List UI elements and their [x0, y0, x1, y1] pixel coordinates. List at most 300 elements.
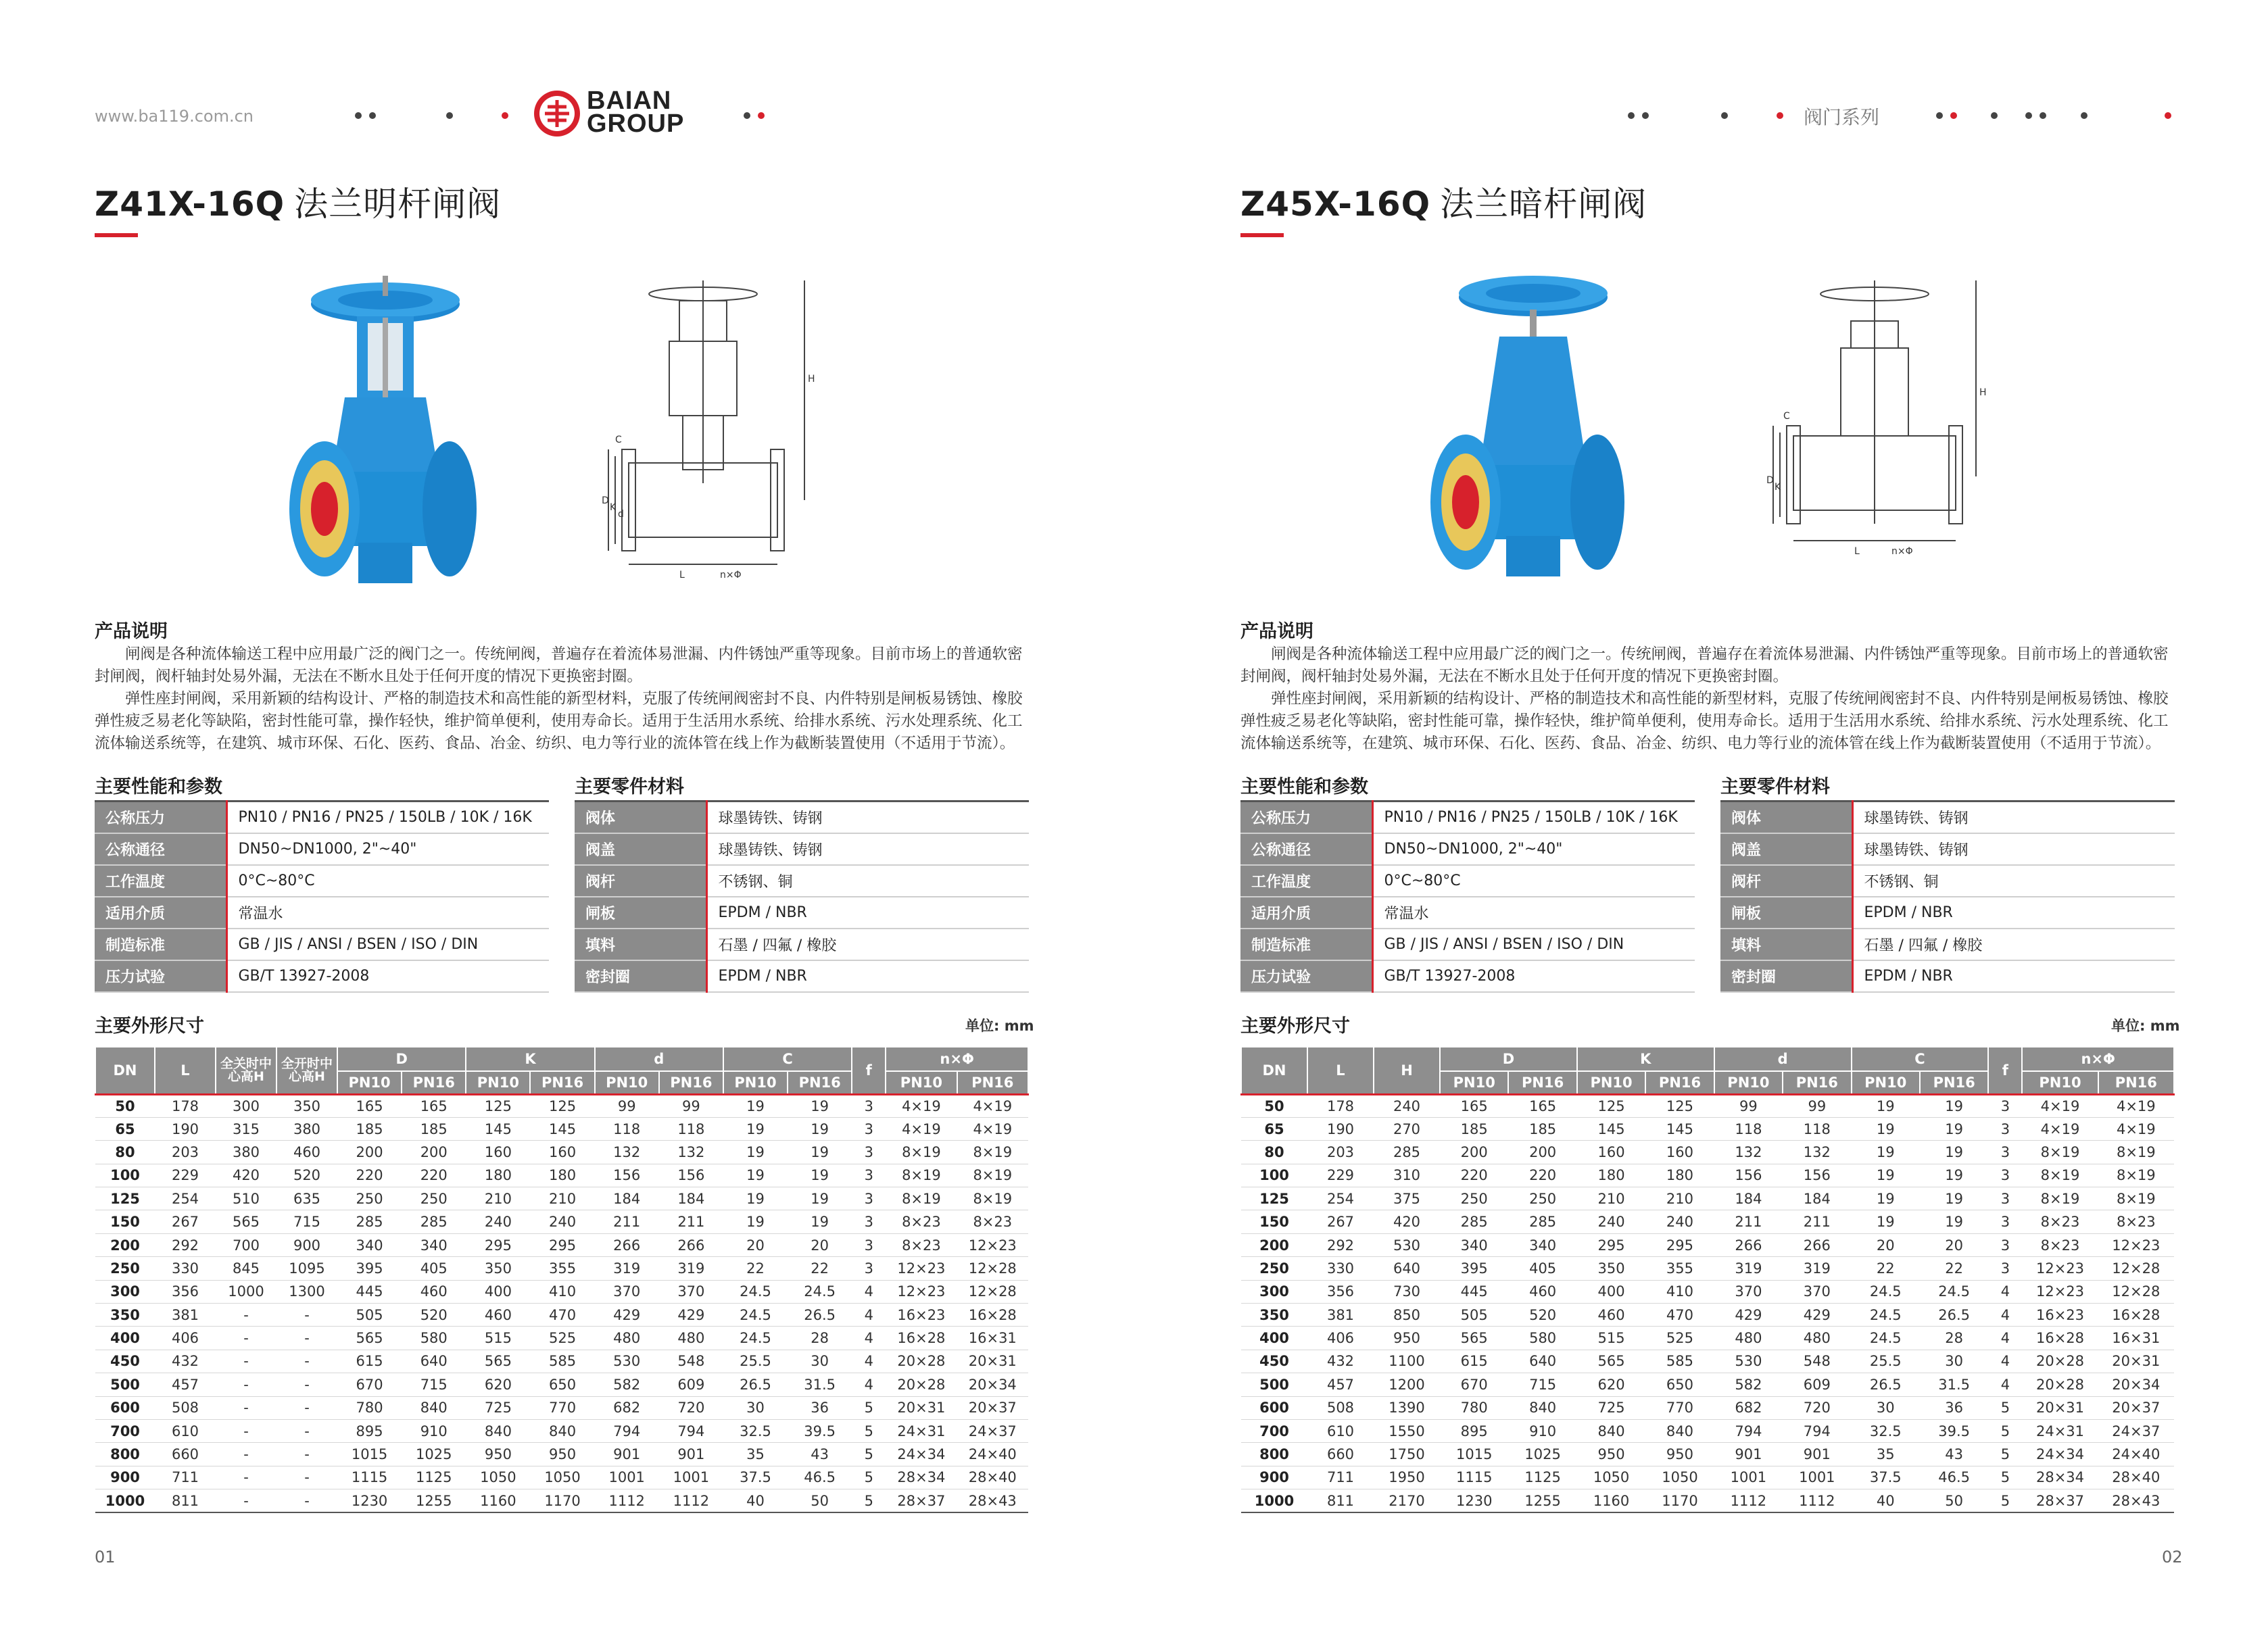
table-cell: 840: [466, 1419, 530, 1442]
table-cell: 3: [852, 1141, 886, 1164]
description-paragraph-2: 弹性座封闸阀，采用新颖的结构设计、严格的制造技术和高性能的新型材料，克服了传统闸阀密封不良、内件特别是闸板易锈蚀、橡胶弹性疲乏易老化等缺陷，密封性能可靠，操作轻快，维护简单便利，使用寿命长。适用于生活用水系统、给排水系统、污水处理系统、化工流体输送系统等，在建筑、城市环保、石化、医药、食品、冶金、纺织、电力等行业的流体管在线上作为截断装置使用（不适用于节流）。: [1240, 690, 2169, 752]
table-cell: 8×23: [886, 1210, 957, 1233]
table-cell: 370: [595, 1280, 659, 1303]
right-page: [1134, 0, 2268, 1628]
table-cell: 1050: [466, 1466, 530, 1489]
table-cell: 950: [466, 1443, 530, 1466]
table-cell: 145: [466, 1117, 530, 1140]
table-row: [1241, 1373, 2174, 1396]
logo-text-group: GROUP: [587, 109, 685, 138]
table-cell: 1125: [402, 1466, 466, 1489]
table-cell: 118: [595, 1117, 659, 1140]
table-cell: -: [216, 1489, 276, 1512]
table-cell: 582: [595, 1373, 659, 1396]
table-cell: 178: [155, 1094, 216, 1117]
table-cell: 125: [1577, 1094, 1645, 1117]
table-cell: 585: [530, 1350, 594, 1373]
table-cell: 682: [595, 1396, 659, 1419]
table-cell: 295: [530, 1233, 594, 1256]
table-row: [1241, 1304, 2174, 1327]
table-cell: 508: [1307, 1396, 1374, 1419]
table-cell: 240: [1374, 1094, 1440, 1117]
table-cell: 20×37: [957, 1396, 1028, 1419]
table-cell: 1230: [337, 1489, 402, 1512]
th-d-small: d: [1714, 1047, 1852, 1071]
table-cell: 16×23: [886, 1304, 957, 1327]
table-cell: 24.5: [723, 1304, 788, 1327]
table-cell: 3: [852, 1187, 886, 1210]
table-cell: 640: [1374, 1257, 1440, 1280]
table-cell: 429: [1783, 1304, 1851, 1327]
part-value: 球墨铸铁、铸钢: [706, 801, 1029, 833]
drawing-label-d: D: [602, 495, 609, 506]
table-cell: 20×31: [2022, 1396, 2098, 1419]
table-cell: 180: [530, 1164, 594, 1187]
table-cell: 4: [852, 1327, 886, 1350]
table-row: [1241, 1489, 2174, 1512]
table-row: [95, 1187, 1028, 1210]
table-cell: 1050: [530, 1466, 594, 1489]
table-cell: 615: [337, 1350, 402, 1373]
table-cell: 319: [1714, 1257, 1783, 1280]
table-cell: 200: [337, 1141, 402, 1164]
page-header: [0, 88, 1134, 142]
table-cell: 99: [1714, 1094, 1783, 1117]
table-cell: 381: [155, 1304, 216, 1327]
table-cell: 184: [595, 1187, 659, 1210]
table-cell: 480: [659, 1327, 723, 1350]
part-key: 闸板: [1720, 897, 1852, 929]
table-cell: 26.5: [1920, 1304, 1988, 1327]
table-cell: 35: [1852, 1443, 1920, 1466]
table-cell: 356: [155, 1280, 216, 1303]
table-cell: 901: [1714, 1443, 1783, 1466]
table-cell: 24×37: [957, 1419, 1028, 1442]
table-cell: 8×23: [957, 1210, 1028, 1233]
table-cell: 240: [1577, 1210, 1645, 1233]
table-row: [95, 1280, 1028, 1303]
table-cell: 432: [1307, 1350, 1374, 1373]
table-cell: 184: [1714, 1187, 1783, 1210]
table-cell: 145: [1577, 1117, 1645, 1140]
table-cell: 24×40: [2098, 1443, 2174, 1466]
table-cell: 8×19: [2022, 1141, 2098, 1164]
table-cell: 4×19: [886, 1117, 957, 1140]
part-row: [1720, 865, 2175, 897]
table-cell: 520: [1508, 1304, 1576, 1327]
page-header: [1134, 88, 2268, 142]
table-cell: 46.5: [1920, 1466, 1988, 1489]
table-cell: 1025: [1508, 1443, 1576, 1466]
table-cell: 470: [1645, 1304, 1714, 1327]
table-cell: 8×19: [957, 1141, 1028, 1164]
table-cell: 840: [1645, 1419, 1714, 1442]
table-cell: 25.5: [723, 1350, 788, 1373]
table-cell: 19: [788, 1164, 852, 1187]
param-key: 公称压力: [1240, 801, 1372, 833]
param-value: GB/T 13927-2008: [1372, 960, 1695, 992]
table-cell: 650: [530, 1373, 594, 1396]
th-l: L: [155, 1047, 216, 1094]
table-cell: 156: [1714, 1164, 1783, 1187]
table-cell: -: [216, 1373, 276, 1396]
th-d-small-pn16: PN16: [659, 1071, 723, 1094]
table-cell: 380: [216, 1141, 276, 1164]
table-cell: 132: [1783, 1141, 1851, 1164]
part-value: 球墨铸铁、铸钢: [706, 833, 1029, 865]
table-cell: 840: [530, 1419, 594, 1442]
table-cell: 565: [1440, 1327, 1508, 1350]
table-cell: 266: [1714, 1233, 1783, 1256]
table-cell: 600: [95, 1396, 155, 1419]
table-cell: 12×28: [957, 1257, 1028, 1280]
table-cell: 1115: [1440, 1466, 1508, 1489]
table-cell: 24×34: [886, 1443, 957, 1466]
table-row: [95, 1141, 1028, 1164]
table-cell: -: [216, 1304, 276, 1327]
table-cell: 406: [155, 1327, 216, 1350]
table-cell: 20: [788, 1233, 852, 1256]
table-cell: 635: [276, 1187, 337, 1210]
table-cell: -: [216, 1466, 276, 1489]
th-d-small-pn10: PN10: [1714, 1071, 1783, 1094]
table-cell: 300: [95, 1280, 155, 1303]
table-cell: 132: [659, 1141, 723, 1164]
table-cell: 620: [466, 1373, 530, 1396]
table-cell: 185: [1440, 1117, 1508, 1140]
table-cell: 250: [337, 1187, 402, 1210]
table-cell: 4: [852, 1350, 886, 1373]
th-d-big-pn10: PN10: [1440, 1071, 1508, 1094]
table-cell: 80: [1241, 1141, 1307, 1164]
table-cell: 165: [1508, 1094, 1576, 1117]
table-cell: 370: [1783, 1280, 1851, 1303]
table-cell: 32.5: [723, 1419, 788, 1442]
series-label: 阀门系列: [1804, 106, 1880, 128]
page-number: 01: [95, 1548, 116, 1567]
table-cell: 350: [1577, 1257, 1645, 1280]
param-value: 常温水: [1372, 897, 1695, 929]
table-cell: 180: [1577, 1164, 1645, 1187]
table-cell: 4: [1988, 1373, 2022, 1396]
table-cell: 445: [337, 1280, 402, 1303]
table-cell: 1255: [1508, 1489, 1576, 1512]
table-cell: 565: [1577, 1350, 1645, 1373]
th-c: C: [723, 1047, 852, 1071]
title-underline: [95, 233, 138, 237]
table-cell: 355: [530, 1257, 594, 1280]
table-cell: 615: [1440, 1350, 1508, 1373]
table-cell: 3: [852, 1233, 886, 1256]
table-cell: 340: [1508, 1233, 1576, 1256]
table-cell: 1230: [1440, 1489, 1508, 1512]
table-cell: 240: [466, 1210, 530, 1233]
table-cell: 370: [1714, 1280, 1783, 1303]
table-cell: 37.5: [1852, 1466, 1920, 1489]
table-cell: 190: [1307, 1117, 1374, 1140]
table-cell: 340: [402, 1233, 466, 1256]
table-cell: 429: [1714, 1304, 1783, 1327]
valve-photo-rising-stem: [284, 276, 487, 614]
table-cell: 3: [1988, 1187, 2022, 1210]
table-cell: 254: [155, 1187, 216, 1210]
table-cell: 250: [1508, 1187, 1576, 1210]
param-value: GB / JIS / ANSI / BSEN / ISO / DIN: [1372, 929, 1695, 960]
table-cell: 99: [659, 1094, 723, 1117]
table-cell: 19: [1920, 1094, 1988, 1117]
drawing-label-h: H: [808, 374, 815, 385]
table-cell: 156: [1783, 1164, 1851, 1187]
th-nphi-pn10: PN10: [2022, 1071, 2098, 1094]
table-cell: 210: [1645, 1187, 1714, 1210]
table-cell: 4: [1988, 1304, 2022, 1327]
logo-emblem-icon: [531, 88, 583, 139]
table-cell: 5: [1988, 1466, 2022, 1489]
param-key: 公称通径: [95, 833, 226, 865]
table-cell: 319: [1783, 1257, 1851, 1280]
table-cell: 700: [95, 1419, 155, 1442]
table-cell: 300: [216, 1094, 276, 1117]
table-row: [1241, 1280, 2174, 1303]
table-cell: 480: [595, 1327, 659, 1350]
table-cell: 1015: [337, 1443, 402, 1466]
table-cell: 50: [1920, 1489, 1988, 1512]
table-cell: 8×19: [2098, 1141, 2174, 1164]
table-cell: 4×19: [2022, 1094, 2098, 1117]
table-cell: 505: [1440, 1304, 1508, 1327]
table-cell: 36: [788, 1396, 852, 1419]
table-cell: 32.5: [1852, 1419, 1920, 1442]
table-cell: 99: [595, 1094, 659, 1117]
table-cell: 950: [530, 1443, 594, 1466]
table-cell: 160: [530, 1141, 594, 1164]
part-row: [1720, 960, 2175, 992]
table-cell: 65: [1241, 1117, 1307, 1140]
table-cell: 725: [466, 1396, 530, 1419]
table-cell: 184: [1783, 1187, 1851, 1210]
table-cell: 460: [466, 1304, 530, 1327]
table-cell: -: [276, 1350, 337, 1373]
table-cell: 525: [530, 1327, 594, 1350]
part-row: [575, 960, 1029, 992]
table-row: [95, 1304, 1028, 1327]
table-cell: 28×37: [886, 1489, 957, 1512]
table-cell: 840: [1577, 1419, 1645, 1442]
table-cell: 1000: [95, 1489, 155, 1512]
table-cell: 26.5: [788, 1304, 852, 1327]
table-cell: 4: [1988, 1350, 2022, 1373]
table-cell: -: [276, 1327, 337, 1350]
table-cell: 340: [1440, 1233, 1508, 1256]
th-c-pn10: PN10: [1852, 1071, 1920, 1094]
table-cell: 8×23: [2022, 1233, 2098, 1256]
table-row: [1241, 1233, 2174, 1256]
table-cell: 460: [1508, 1280, 1576, 1303]
table-cell: 330: [1307, 1257, 1374, 1280]
table-cell: 400: [1241, 1327, 1307, 1350]
table-cell: 180: [1645, 1164, 1714, 1187]
table-cell: 16×28: [957, 1304, 1028, 1327]
table-cell: 20×28: [886, 1373, 957, 1396]
product-name: 法兰暗杆闸阀: [1440, 184, 1647, 224]
table-cell: 5: [1988, 1489, 2022, 1512]
table-cell: 715: [402, 1373, 466, 1396]
table-cell: 1170: [530, 1489, 594, 1512]
table-cell: 19: [723, 1187, 788, 1210]
param-key: 制造标准: [95, 929, 226, 960]
th-l: L: [1307, 1047, 1374, 1094]
table-cell: 8×23: [886, 1233, 957, 1256]
table-cell: 429: [595, 1304, 659, 1327]
table-cell: 118: [1783, 1117, 1851, 1140]
part-value: 球墨铸铁、铸钢: [1852, 801, 2175, 833]
table-cell: 28×43: [957, 1489, 1028, 1512]
table-cell: -: [216, 1419, 276, 1442]
table-cell: 22: [788, 1257, 852, 1280]
table-cell: 24×37: [2098, 1419, 2174, 1442]
table-cell: 700: [1241, 1419, 1307, 1442]
table-cell: 132: [595, 1141, 659, 1164]
product-description: [1240, 643, 2173, 755]
table-cell: 185: [337, 1117, 402, 1140]
table-cell: 650: [1645, 1373, 1714, 1396]
table-cell: 330: [155, 1257, 216, 1280]
table-cell: 19: [788, 1141, 852, 1164]
table-cell: 585: [1645, 1350, 1714, 1373]
table-cell: 211: [659, 1210, 723, 1233]
table-cell: 20×28: [2022, 1373, 2098, 1396]
table-cell: 1300: [276, 1280, 337, 1303]
table-row: [95, 1117, 1028, 1140]
th-k: K: [1577, 1047, 1714, 1071]
param-row: [95, 801, 549, 833]
table-cell: 8×19: [886, 1187, 957, 1210]
table-cell: 4×19: [957, 1117, 1028, 1140]
table-cell: 4×19: [2098, 1094, 2174, 1117]
table-cell: 40: [723, 1489, 788, 1512]
table-cell: 794: [595, 1419, 659, 1442]
th-d-big-pn10: PN10: [337, 1071, 402, 1094]
table-cell: 24.5: [723, 1327, 788, 1350]
table-cell: 200: [1508, 1141, 1576, 1164]
table-row: [1241, 1187, 2174, 1210]
website-url[interactable]: www.ba119.com.cn: [95, 107, 254, 126]
table-cell: 530: [1374, 1233, 1440, 1256]
table-cell: 700: [216, 1233, 276, 1256]
table-cell: 22: [1920, 1257, 1988, 1280]
table-cell: 118: [1714, 1117, 1783, 1140]
table-row: [95, 1257, 1028, 1280]
table-row: [95, 1233, 1028, 1256]
table-cell: 12×23: [886, 1280, 957, 1303]
th-d-small-pn16: PN16: [1783, 1071, 1851, 1094]
table-cell: -: [276, 1489, 337, 1512]
product-name: 法兰明杆闸阀: [294, 184, 502, 224]
th-d-big-pn16: PN16: [402, 1071, 466, 1094]
param-key: 工作温度: [95, 865, 226, 897]
table-cell: 267: [155, 1210, 216, 1233]
table-cell: 8×19: [957, 1164, 1028, 1187]
table-cell: 12×23: [886, 1257, 957, 1280]
table-cell: 5: [852, 1466, 886, 1489]
table-cell: 1255: [402, 1489, 466, 1512]
table-cell: 285: [337, 1210, 402, 1233]
parts-heading: 主要零件材料: [1720, 776, 1830, 797]
param-row: [95, 833, 549, 865]
table-cell: 711: [155, 1466, 216, 1489]
table-cell: 1095: [276, 1257, 337, 1280]
table-cell: 50: [788, 1489, 852, 1512]
table-cell: 3: [852, 1094, 886, 1117]
parts-heading: 主要零件材料: [575, 776, 684, 797]
table-cell: 8×19: [886, 1164, 957, 1187]
table-cell: 910: [402, 1419, 466, 1442]
table-cell: 19: [1920, 1164, 1988, 1187]
table-cell: 3: [1988, 1257, 2022, 1280]
table-cell: 3: [852, 1164, 886, 1187]
table-cell: 250: [402, 1187, 466, 1210]
table-cell: 1025: [402, 1443, 466, 1466]
table-cell: -: [216, 1350, 276, 1373]
table-cell: 28×37: [2022, 1489, 2098, 1512]
table-cell: 1750: [1374, 1443, 1440, 1466]
table-cell: 28×34: [886, 1466, 957, 1489]
part-key: 闸板: [575, 897, 706, 929]
part-value: 不锈钢、铜: [1852, 865, 2175, 897]
table-cell: 355: [1645, 1257, 1714, 1280]
table-row: [95, 1443, 1028, 1466]
table-cell: 160: [1645, 1141, 1714, 1164]
table-cell: 266: [595, 1233, 659, 1256]
table-cell: 840: [1508, 1396, 1576, 1419]
param-key: 压力试验: [1240, 960, 1372, 992]
table-cell: 125: [95, 1187, 155, 1210]
param-value: PN10 / PN16 / PN25 / 150LB / 10K / 16K: [226, 801, 549, 833]
table-cell: 22: [1852, 1257, 1920, 1280]
table-cell: 19: [1852, 1187, 1920, 1210]
table-cell: 300: [1241, 1280, 1307, 1303]
part-key: 阀体: [575, 801, 706, 833]
part-key: 阀杆: [1720, 865, 1852, 897]
table-row: [1241, 1257, 2174, 1280]
table-cell: 26.5: [1852, 1373, 1920, 1396]
table-cell: 3: [1988, 1094, 2022, 1117]
table-row: [95, 1210, 1028, 1233]
table-cell: 432: [155, 1350, 216, 1373]
table-cell: 40: [1852, 1489, 1920, 1512]
table-cell: 240: [1645, 1210, 1714, 1233]
table-cell: 1100: [1374, 1350, 1440, 1373]
table-cell: 160: [1577, 1141, 1645, 1164]
drawing-label-k: K: [1775, 482, 1781, 493]
part-row: [1720, 801, 2175, 833]
param-value: DN50~DN1000, 2"~40": [226, 833, 549, 865]
table-cell: 16×23: [2022, 1304, 2098, 1327]
table-cell: 211: [1783, 1210, 1851, 1233]
part-key: 阀杆: [575, 865, 706, 897]
table-cell: 266: [659, 1233, 723, 1256]
table-row: [95, 1396, 1028, 1419]
table-cell: 780: [1440, 1396, 1508, 1419]
table-cell: 30: [788, 1350, 852, 1373]
table-cell: 610: [155, 1419, 216, 1442]
table-cell: 16×28: [2098, 1304, 2174, 1327]
table-cell: 682: [1714, 1396, 1783, 1419]
table-cell: 20: [1920, 1233, 1988, 1256]
table-cell: 525: [1645, 1327, 1714, 1350]
table-cell: 65: [95, 1117, 155, 1140]
th-c: C: [1852, 1047, 1989, 1071]
